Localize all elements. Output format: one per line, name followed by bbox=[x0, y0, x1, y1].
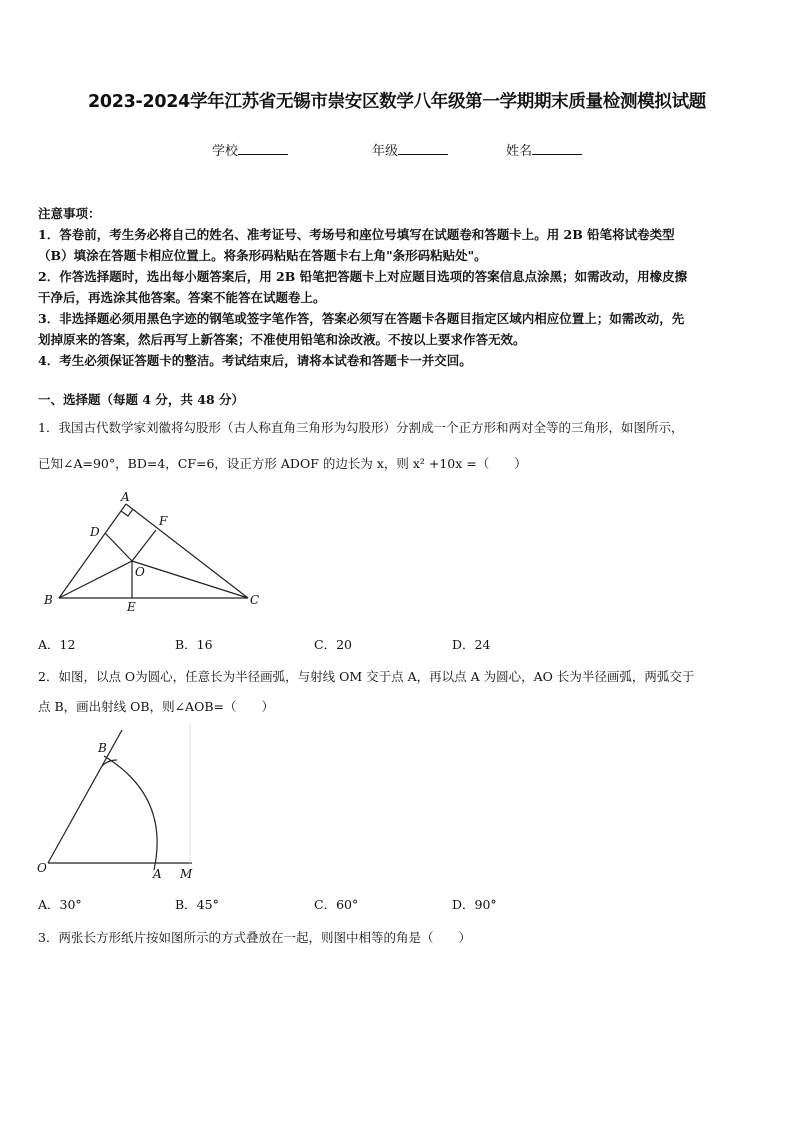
ray-ob bbox=[48, 730, 122, 863]
q1-triangle-figure bbox=[30, 488, 270, 618]
label-o: O bbox=[37, 861, 47, 875]
notice-line: 1．答卷前，考生务必将自己的姓名、准考证号、考场号和座位号填写在试题卷和答题卡上。用 2B 铅笔将试卷类型 bbox=[38, 227, 675, 242]
label-o: O bbox=[135, 565, 145, 579]
q2-option-c[interactable]: C．60° bbox=[314, 897, 359, 912]
q1-text-line1: 1．我国古代数学家刘徽将勾股形（古人称直角三角形为勾股形）分割成一个正方形和两对全等的三角形，如图所示， bbox=[38, 420, 684, 435]
q3-text-line1: 3．两张长方形纸片按如图所示的方式叠放在一起，则图中相等的角是（ ） bbox=[38, 930, 471, 945]
notice-line: 2．作答选择题时，选出每小题答案后，用 2B 铅笔把答题卡上对应题目选项的答案信息点涂黑；如需改动，用橡皮擦 bbox=[38, 269, 688, 284]
side-ac bbox=[126, 504, 248, 598]
q2-text-line1: 2．如图，以点 O为圆心，任意长为半径画弧，与射线 OM 交于点 A，再以点 A 为圆心，AO 长为半径画弧，两弧交于 bbox=[38, 669, 695, 684]
name-field bbox=[506, 140, 582, 159]
right-angle-mark bbox=[121, 509, 133, 516]
notice-line: 干净后，再选涂其他答案。答案不能答在试题卷上。 bbox=[38, 290, 326, 305]
q2-option-a[interactable]: A．30° bbox=[38, 897, 82, 912]
label-b: B bbox=[98, 741, 107, 755]
side-ab bbox=[59, 504, 126, 598]
q1-option-b[interactable]: B．16 bbox=[175, 637, 213, 652]
grade-field bbox=[372, 140, 448, 159]
section-heading: 一、选择题（每题 4 分，共 48 分） bbox=[38, 392, 245, 407]
q1-text-line2: 已知∠A=90°，BD=4，CF=6，设正方形 ADOF 的边长为 x，则 x² +10x =（ ） bbox=[38, 456, 527, 471]
segment-do bbox=[105, 533, 132, 561]
notice-heading: 注意事项： bbox=[38, 206, 101, 221]
label-a: A bbox=[121, 490, 130, 504]
page-title: 2023-2024学年江苏省无锡市崇安区数学八年级第一学期期末质量检测模拟试题 bbox=[88, 92, 706, 112]
notice-line: （B）填涂在答题卡相应位置上。将条形码粘贴在答题卡右上角"条形码粘贴处"。 bbox=[38, 248, 487, 263]
q1-option-d[interactable]: D．24 bbox=[452, 637, 491, 652]
grade-label: 年级 bbox=[372, 144, 399, 159]
label-d: D bbox=[90, 525, 100, 539]
label-e: E bbox=[127, 600, 136, 614]
segment-oc bbox=[132, 561, 248, 598]
q1-option-c[interactable]: C．20 bbox=[314, 637, 352, 652]
segment-bo bbox=[59, 561, 132, 598]
notice-line: 4．考生必须保证答题卡的整洁。考试结束后，请将本试卷和答题卡一并交回。 bbox=[38, 353, 472, 368]
q2-option-d[interactable]: D．90° bbox=[452, 897, 497, 912]
school-blank bbox=[238, 143, 288, 155]
school-label: 学校 bbox=[212, 144, 239, 159]
label-b: B bbox=[44, 593, 53, 607]
label-f: F bbox=[159, 514, 168, 528]
q2-text-line2: 点 B，画出射线 OB，则∠AOB=（ ） bbox=[38, 699, 274, 714]
notice-line: 3．非选择题必须用黑色字迹的钢笔或签字笔作答，答案必须写在答题卡各题目指定区域内相应位置上；如需改动，先 bbox=[38, 311, 685, 326]
notice-line: 划掉原来的答案，然后再写上新答案；不准使用铅笔和涂改液。不按以上要求作答无效。 bbox=[38, 332, 526, 347]
q2-construction-figure bbox=[30, 722, 210, 887]
q2-option-b[interactable]: B．45° bbox=[175, 897, 219, 912]
q1-option-a[interactable]: A．12 bbox=[38, 637, 76, 652]
label-m: M bbox=[180, 867, 193, 881]
name-blank bbox=[532, 143, 582, 155]
school-field bbox=[212, 140, 288, 159]
name-label: 姓名 bbox=[506, 144, 533, 159]
grade-blank bbox=[398, 143, 448, 155]
segment-of bbox=[132, 530, 156, 561]
arc-from-a bbox=[104, 756, 157, 870]
label-c: C bbox=[250, 593, 260, 607]
label-a: A bbox=[153, 867, 162, 881]
